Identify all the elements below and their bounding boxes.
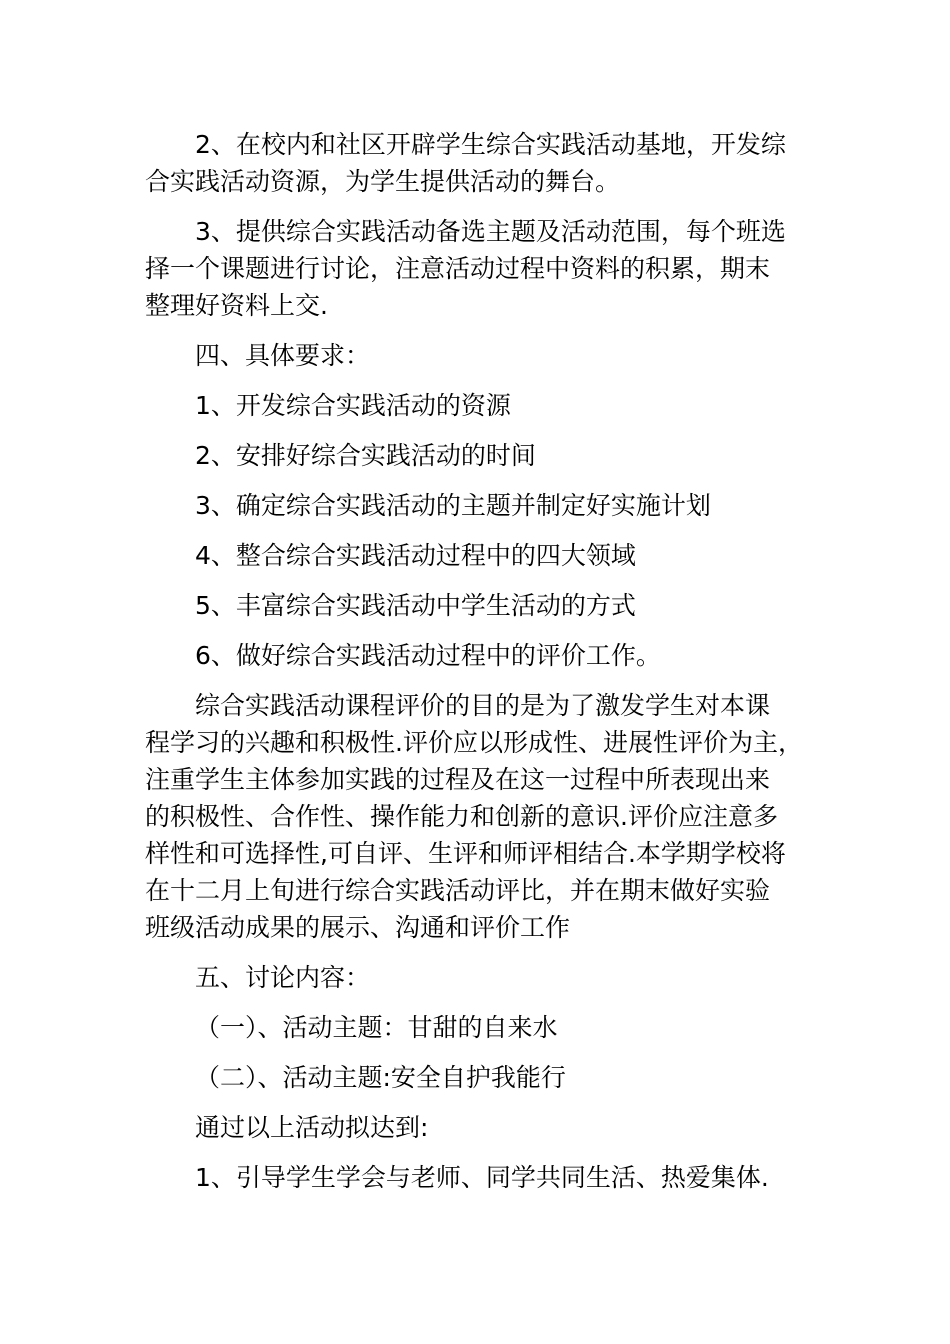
requirement-item-2: [145, 437, 805, 474]
document-body: [145, 126, 805, 1209]
paragraph-line: 样性和可选择性,可自评、生评和师评相结合.本学期学校将: [145, 839, 786, 868]
evaluation-paragraph: [145, 687, 805, 946]
paragraph-line: 3、提供综合实践活动备选主题及活动范围，每个班选: [195, 217, 786, 246]
list-item-text: 4、整合综合实践活动过程中的四大领域: [195, 541, 636, 570]
goal-item-1: [145, 1159, 805, 1196]
section-heading-requirements: [145, 337, 805, 374]
list-item-text: 2、安排好综合实践活动的时间: [195, 441, 536, 470]
list-item-text: 6、做好综合实践活动过程中的评价工作。: [195, 641, 661, 670]
requirement-item-1: [145, 387, 805, 424]
requirement-item-4: [145, 537, 805, 574]
discussion-topic-2: [145, 1059, 805, 1096]
paragraph-line: 在十二月上旬进行综合实践活动评比，并在期末做好实验: [145, 876, 771, 905]
requirement-item-6: [145, 637, 805, 674]
discussion-topic-1: [145, 1009, 805, 1046]
paragraph-base-item-3: [145, 213, 805, 324]
heading-text: 五、讨论内容：: [195, 963, 371, 992]
heading-text: 四、具体要求：: [195, 341, 371, 370]
list-item-text: 3、确定综合实践活动的主题并制定好实施计划: [195, 491, 711, 520]
paragraph-line: 合实践活动资源，为学生提供活动的舞台。: [145, 167, 621, 196]
goals-intro: [145, 1109, 805, 1146]
paragraph-line: 2、在校内和社区开辟学生综合实践活动基地，开发综: [195, 130, 786, 159]
paragraph-base-item-2: [145, 126, 805, 200]
section-heading-discussion: [145, 959, 805, 996]
paragraph-line: 班级活动成果的展示、沟通和评价工作: [145, 913, 571, 942]
paragraph-line: 注重学生主体参加实践的过程及在这一过程中所表现出来: [145, 765, 771, 794]
requirement-item-3: [145, 487, 805, 524]
paragraph-line: 的积极性、合作性、操作能力和创新的意识.评价应注意多: [145, 802, 778, 831]
paragraph-line: 程学习的兴趣和积极性.评价应以形成性、进展性评价为主，: [145, 728, 803, 757]
list-item-text: （二）、活动主题:安全自护我能行: [195, 1063, 566, 1092]
list-item-text: 5、丰富综合实践活动中学生活动的方式: [195, 591, 636, 620]
requirement-item-5: [145, 587, 805, 624]
paragraph-line: 整理好资料上交.: [145, 291, 328, 320]
list-item-text: 1、开发综合实践活动的资源: [195, 391, 511, 420]
paragraph-line: 综合实践活动课程评价的目的是为了激发学生对本课: [195, 691, 771, 720]
list-item-text: （一）、活动主题：甘甜的自来水: [195, 1013, 558, 1042]
list-item-text: 1、引导学生学会与老师、同学共同生活、热爱集体.: [195, 1163, 769, 1192]
paragraph-line: 择一个课题进行讨论，注意活动过程中资料的积累，期末: [145, 254, 771, 283]
paragraph-line: 通过以上活动拟达到:: [195, 1113, 429, 1142]
